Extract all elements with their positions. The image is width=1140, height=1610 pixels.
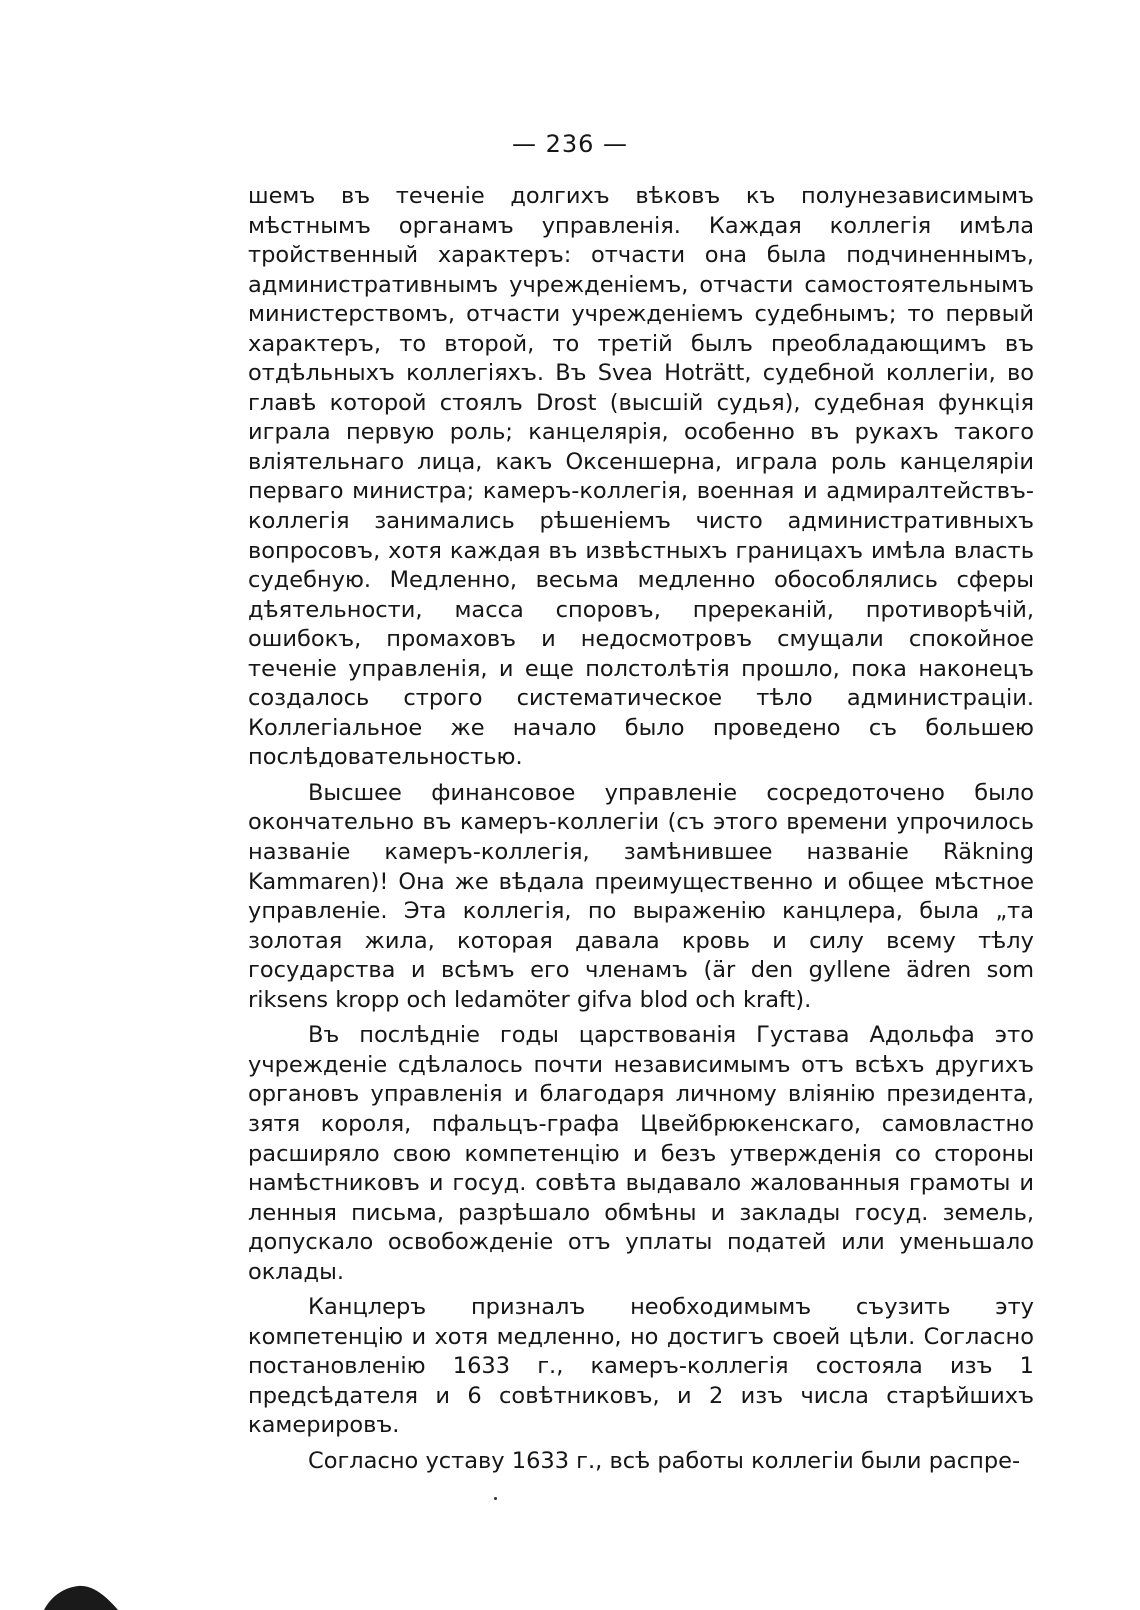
page-body-text (248, 182, 1034, 1483)
scan-speck (494, 1497, 497, 1500)
page-number: — 236 — (511, 130, 629, 158)
paragraph-5: Согласно уставу 1633 г., всѣ работы коллегіи были распре- (308, 1447, 1021, 1474)
paragraph-2: Высшее финансовое управленіе сосредоточено было окончательно въ камеръ-коллегіи (съ этого времени упрочилось названіе камеръ-коллегія, замѣнившее названіе Räkning Kammaren)! Она же вѣдала преимущественно и общее мѣстное управленіе. Эта коллегія, по выраженію канцлера, была „та золотая жила, которая давала кровь и силу всему тѣлу государства и всѣмъ его членамъ (är den gyllene ädren som riksens kropp och ledamöter gifva blod och kraft). (248, 779, 1034, 1013)
paragraph-4: Канцлеръ призналъ необходимымъ съузить эту компетенцію и хотя медленно, но достигъ своей цѣли. Согласно постановленію 1633 г., камеръ-коллегія состояла изъ 1 предсѣдателя и 6 совѣтниковъ, и 2 изъ числа старѣйшихъ камeрировъ. (248, 1294, 1034, 1439)
paragraph-1: шемъ въ теченіе долгихъ вѣковъ къ полунезависимымъ мѣстнымъ органамъ управленія. Каждая коллегія имѣла тройственный характеръ: отчасти она была подчиненнымъ, административнымъ учрежденіемъ, отчасти самостоятельнымъ министерствомъ, отчасти учрежденіемъ судебнымъ; то первый характеръ, то второй, то третій былъ преобладающимъ въ отдѣльныхъ коллегіяхъ. Въ Svea Hoträtt, судебной коллегіи, во главѣ которой стоялъ Drost (высшій судья), судебная функція играла первую роль; канцелярія, особенно въ рукахъ такого вліятельнаго лица, какъ Оксеншерна, играла роль канцеляріи перваго министра; камеръ-коллегія, военная и адмиралтействъ-коллегія занимались рѣшеніемъ чисто административныхъ вопросовъ, хотя каждая въ извѣстныхъ границахъ имѣла власть судебную. Медленно, весьма медленно обособлялись сферы дѣятельности, масса споровъ, пререканій, противорѣчій, ошибокъ, промаховъ и недосмотровъ смущали спокойное теченіе управленія, и еще полстолѣтія прошло, пока наконецъ создалось строго систематическое тѣло администраціи. Коллегіальное же начало было проведено съ большею послѣдовательностью. (248, 183, 1034, 771)
scan-ink-blot (44, 1576, 118, 1610)
paragraph-3: Въ послѣдніе годы царствованія Густава Адольфа это учрежденіе сдѣлалось почти независимымъ отъ всѣхъ другихъ органовъ управленія и благодаря личному вліянію президента, зятя короля, пфальцъ-графа Цвейбрюкенскаго, самовластно расширяло свою компетенцію и безъ утвержденія со стороны намѣстниковъ и госуд. совѣта выдавало жалованныя грамоты и ленныя письма, разрѣшало обмѣны и заклады госуд. земель, допускало освобожденіе отъ уплаты податей или уменьшало оклады. (248, 1022, 1034, 1285)
